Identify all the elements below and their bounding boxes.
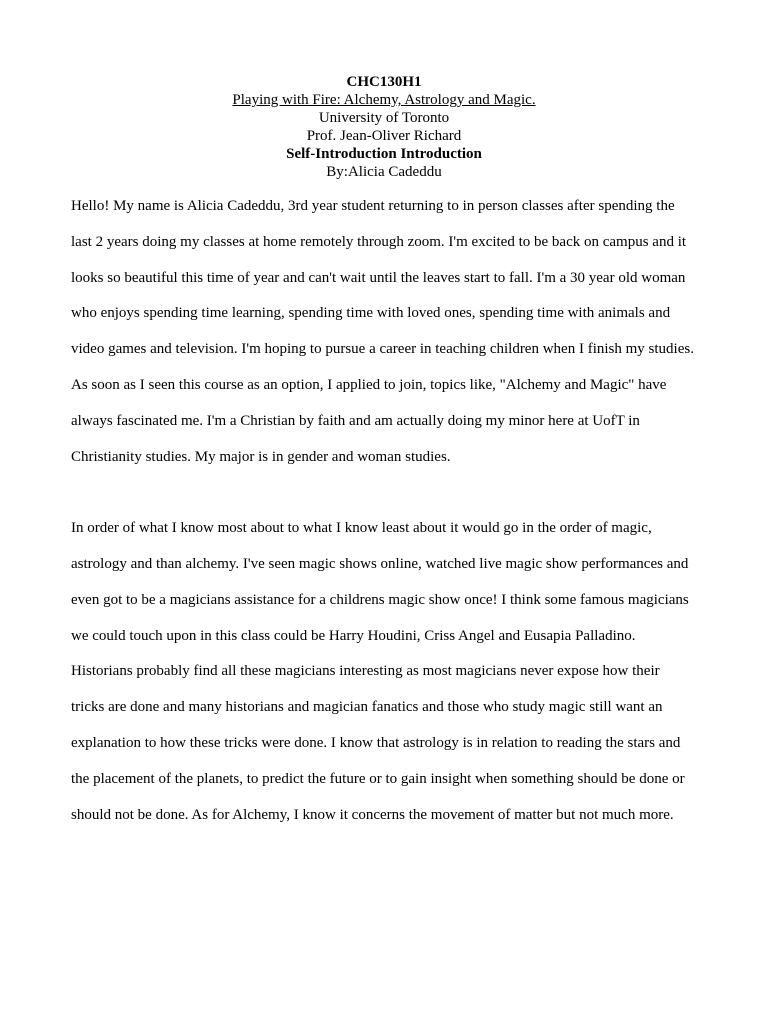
course-code: CHC130H1 <box>346 74 422 90</box>
paragraph-knowledge <box>71 511 711 833</box>
paragraph-line: Historians probably find all these magicians interesting as most magicians never expose how their <box>71 663 660 680</box>
paragraph-line: always fascinated me. I'm a Christian by faith and am actually doing my minor here at UofT in <box>71 412 640 429</box>
author-byline: By:Alicia Cadeddu <box>326 164 442 180</box>
paragraph-line: last 2 years doing my classes at home remotely through zoom. I'm excited to be back on campus and it <box>71 233 687 250</box>
paragraph-line: who enjoys spending time learning, spending time with loved ones, spending time with animals and <box>71 305 671 322</box>
document-title: Self-Introduction Introduction <box>286 146 482 162</box>
paragraph-line: tricks are done and many historians and magician fanatics and those who study magic still want an <box>71 699 663 716</box>
paragraph-line: the placement of the planets, to predict the future or to gain insight when something should be done or <box>71 770 685 787</box>
paragraph-line: explanation to how these tricks were done. I know that astrology is in relation to reading the stars and <box>71 734 681 751</box>
paragraph-line: even got to be a magicians assistance for a childrens magic show once! I think some famous magicians <box>71 591 689 608</box>
paragraph-line: video games and television. I'm hoping to pursue a career in teaching children when I finish my studies. <box>71 341 694 358</box>
paragraph-line: we could touch upon in this class could be Harry Houdini, Criss Angel and Eusapia Palladino. <box>71 627 636 644</box>
document-header <box>0 73 768 181</box>
paragraph-introduction <box>71 189 711 475</box>
document-body <box>71 189 711 833</box>
paragraph-line: In order of what I know most about to what I know least about it would go in the order of magic, <box>71 520 652 537</box>
professor-name: Prof. Jean-Oliver Richard <box>306 128 462 144</box>
paragraph-line: As soon as I seen this course as an option, I applied to join, topics like, "Alchemy and Magic" have <box>71 376 667 393</box>
university-name: University of Toronto <box>318 110 450 126</box>
paragraph-spacer <box>71 475 711 511</box>
paragraph-line: should not be done. As for Alchemy, I know it concerns the movement of matter but not much more. <box>71 806 674 823</box>
course-name: Playing with Fire: Alchemy, Astrology and Magic. <box>232 92 536 108</box>
paragraph-line: astrology and than alchemy. I've seen magic shows online, watched live magic show performances and <box>71 555 689 572</box>
paragraph-line: looks so beautiful this time of year and can't wait until the leaves start to fall. I'm a 30 year old woman <box>71 269 686 286</box>
paragraph-line: Christianity studies. My major is in gender and woman studies. <box>71 448 451 465</box>
paragraph-line: Hello! My name is Alicia Cadeddu, 3rd year student returning to in person classes after spending the <box>71 198 675 214</box>
